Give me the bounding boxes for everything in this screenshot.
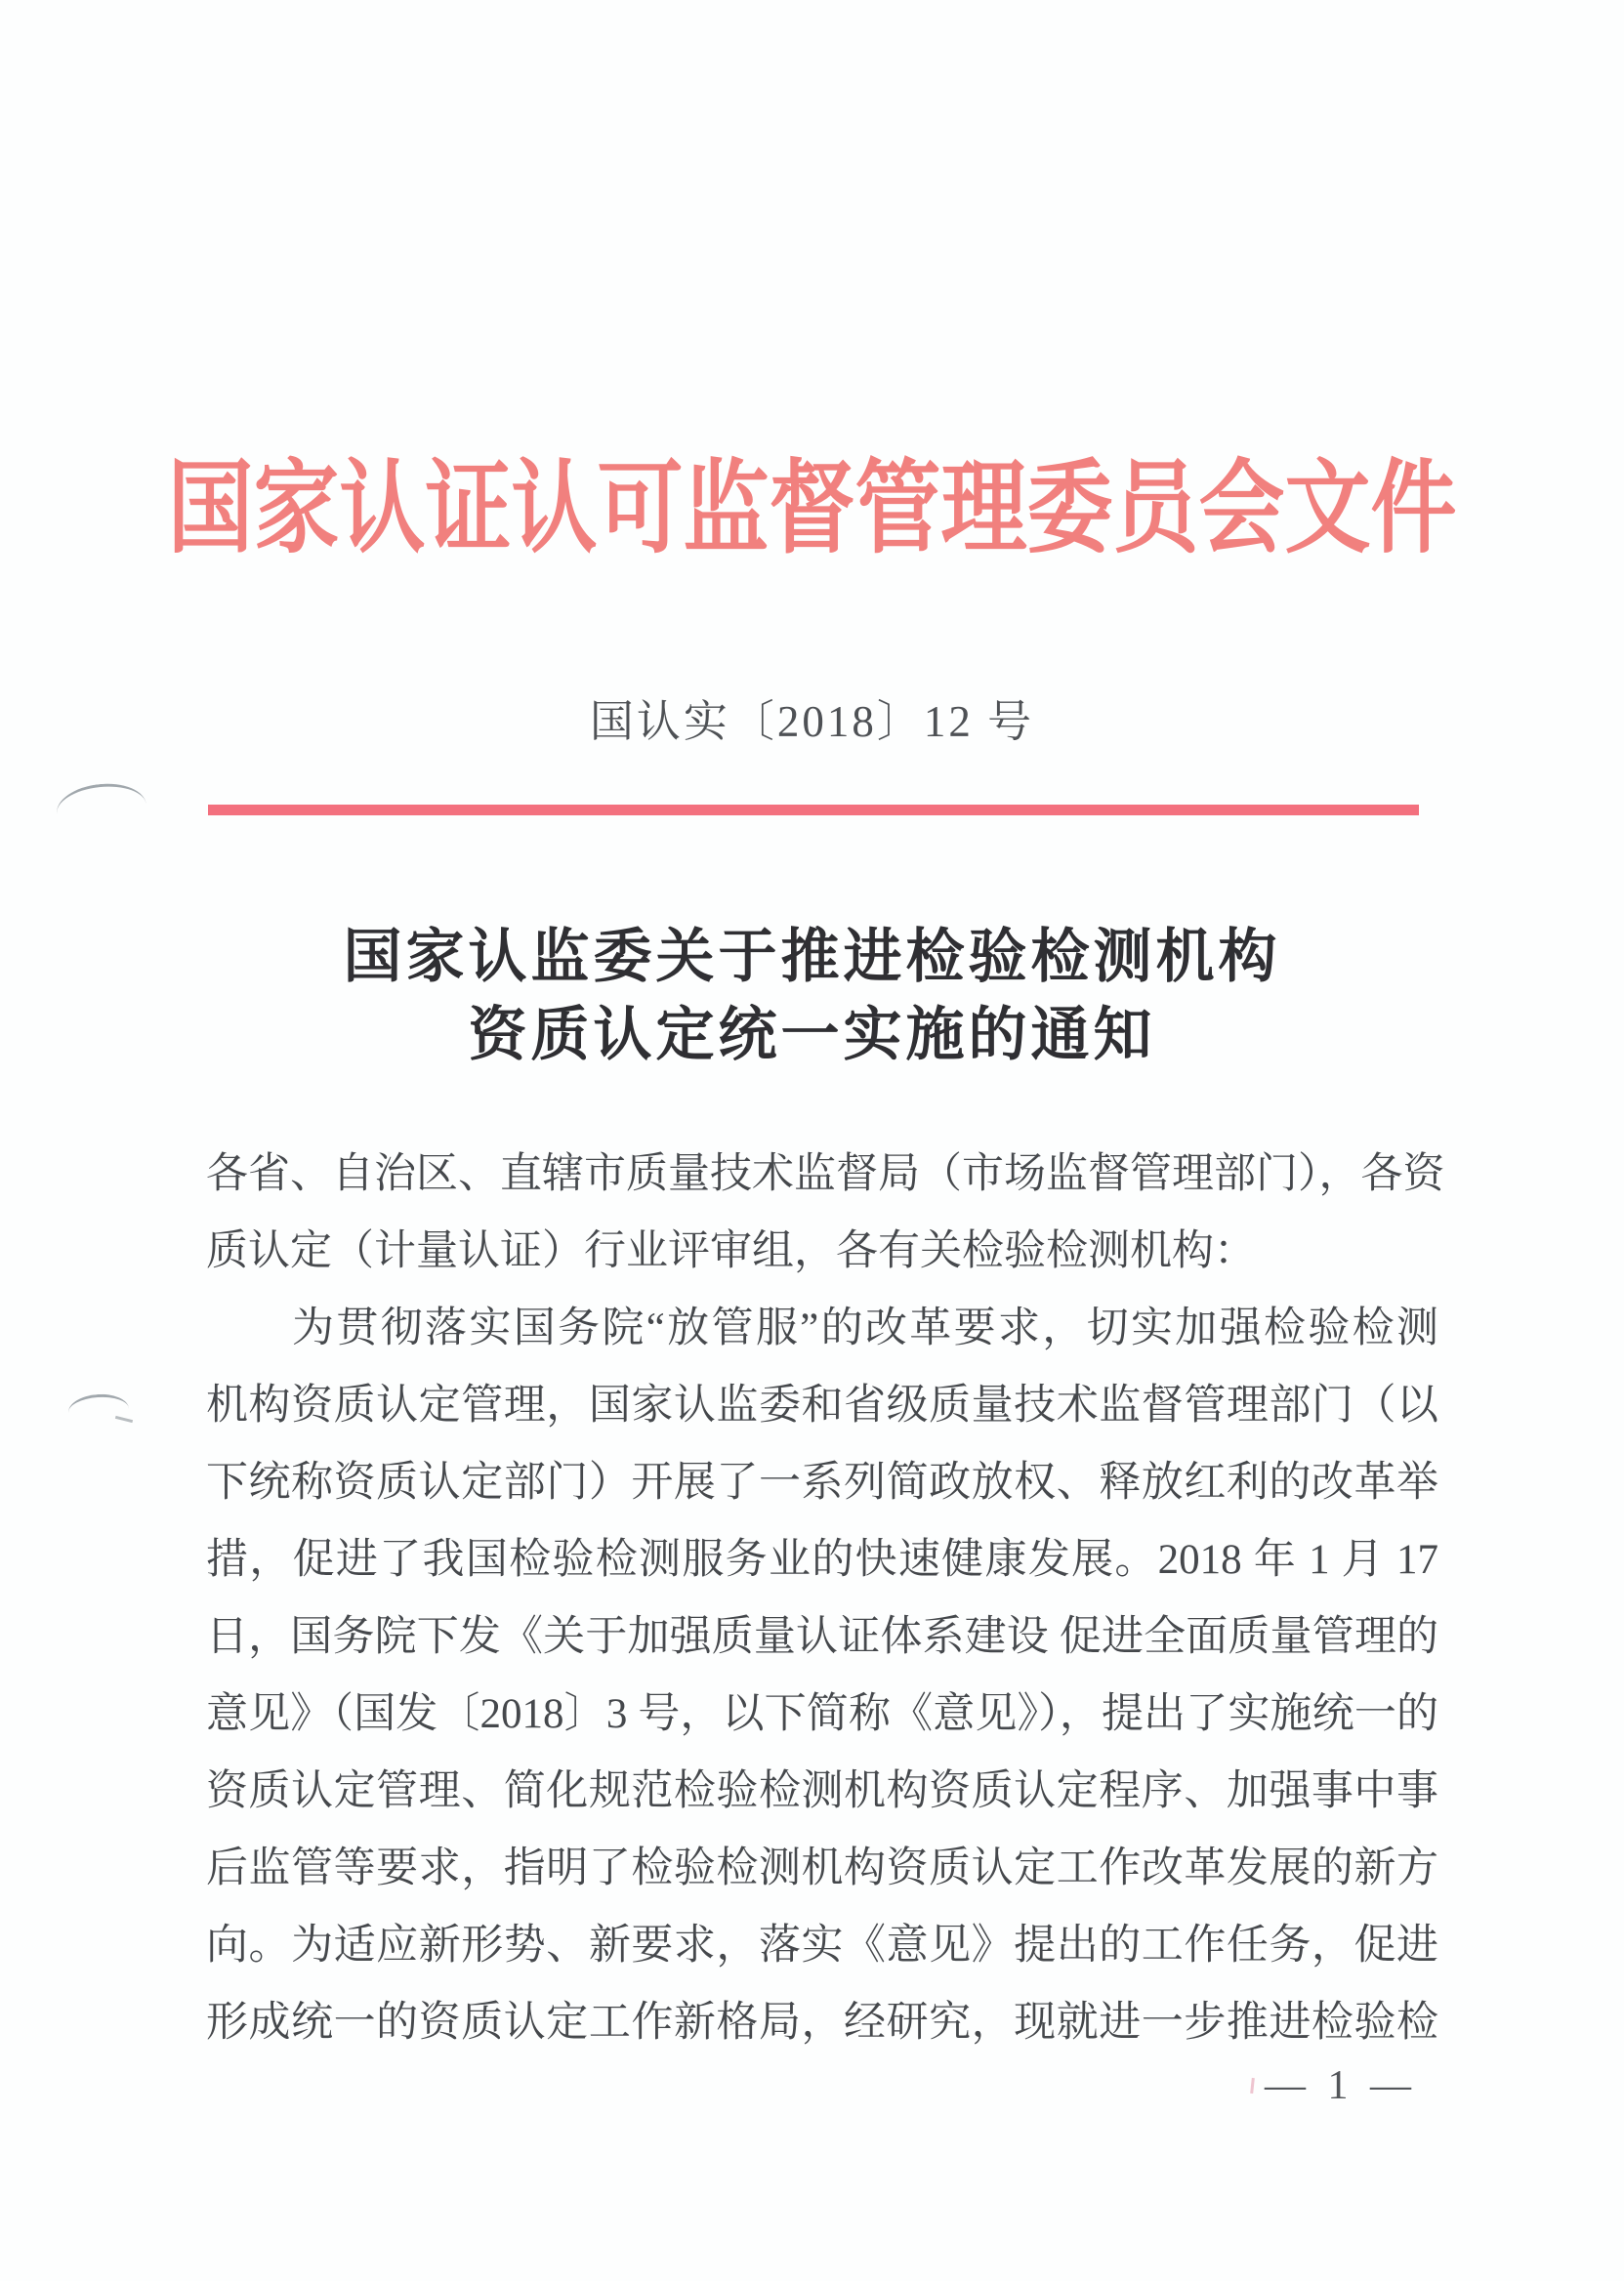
- body-line: 为贯彻落实国务院“放管服”的改革要求，切实加强检验检测: [292, 1306, 1438, 1351]
- body-line: 意见》（国发〔2018〕3 号，以下简称《意见》），提出了实施统一的: [206, 1691, 1438, 1737]
- document-title-line-2: 资质认定统一实施的通知: [468, 1003, 1156, 1067]
- red-divider-rule: [208, 805, 1419, 815]
- scan-pencil-mark: [67, 1392, 130, 1429]
- document-title: [0, 918, 1624, 1074]
- body-line: 形成统一的资质认定工作新格局，经研究，现就进一步推进检验检: [206, 2000, 1438, 2046]
- body-text: [206, 1136, 1445, 2061]
- body-line: 向。为适应新形势、新要求，落实《意见》提出的工作任务，促进: [206, 1923, 1438, 1969]
- body-line: 后监管等要求，指明了检验检测机构资质认定工作改革发展的新方: [206, 1846, 1438, 1891]
- document-title-line-1: 国家认监委关于推进检验检测机构: [343, 925, 1281, 989]
- scan-pencil-mark: [55, 779, 149, 838]
- body-line: 下统称资质认定部门）开展了一系列简政放权、释放红利的改革举: [206, 1460, 1438, 1506]
- body-line: 质认定（计量认证）行业评审组，各有关检验检测机构：: [206, 1228, 1256, 1274]
- body-line: 各省、自治区、直辖市质量技术监督局（市场监督管理部门），各资: [206, 1151, 1445, 1197]
- body-line: 机构资质认定管理，国家认监委和省级质量技术监督管理部门（以: [206, 1383, 1438, 1429]
- scan-ink-speck: [1250, 2078, 1255, 2094]
- document-reference-number: 国认实〔2018〕12 号: [589, 697, 1035, 746]
- body-line: 资质认定管理、简化规范检验检测机构资质认定程序、加强事中事: [206, 1768, 1438, 1814]
- body-line: 日，国务院下发《关于加强质量认证体系建设 促进全面质量管理的: [206, 1614, 1438, 1660]
- body-line: 措，促进了我国检验检测服务业的快速健康发展。2018 年 1 月 17: [206, 1537, 1438, 1583]
- page-number: — 1 —: [1265, 2063, 1417, 2108]
- agency-masthead-title: 国家认证认可监督管理委员会文件: [167, 454, 1457, 566]
